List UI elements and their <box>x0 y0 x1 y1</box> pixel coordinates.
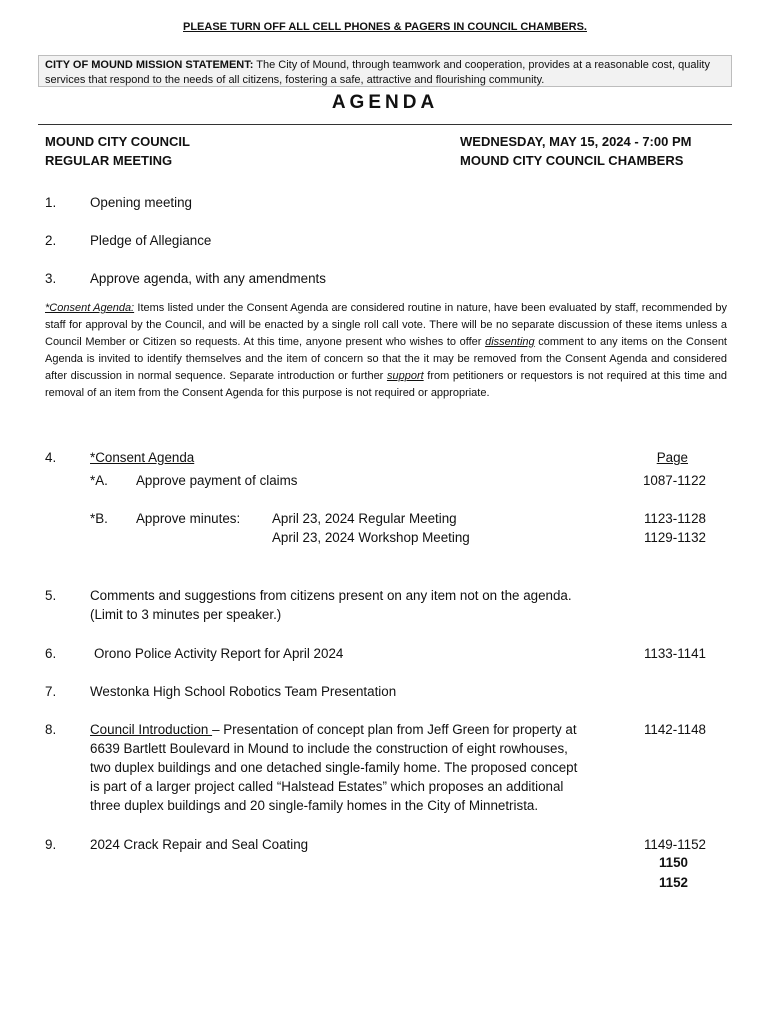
item-4a-text: Approve payment of claims <box>136 473 298 488</box>
item-2-number: 2. <box>45 233 57 248</box>
council-name: MOUND CITY COUNCIL <box>45 134 190 149</box>
meeting-type: REGULAR MEETING <box>45 153 173 168</box>
consent-note-word-dissenting: dissenting <box>485 336 535 348</box>
cell-phone-notice: PLEASE TURN OFF ALL CELL PHONES & PAGERS IN COUNCIL CHAMBERS. <box>183 21 587 33</box>
item-3-number: 3. <box>45 271 57 286</box>
item-5-text-line2: (Limit to 3 minutes per speaker.) <box>90 607 282 622</box>
consent-note-part1: Items listed under the Consent Agenda are considered routine in nature, have been evaluated by staff, recommended by staff for approval by the Council, and will be enacted by a single roll call vote. There will be no separate discussion of these items unless a Council Member or Citizen so requests. At this time, anyone present who wishes to offer <box>45 302 728 348</box>
item-2-text: Pledge of Allegiance <box>90 233 212 248</box>
item-4-number: 4. <box>45 450 57 465</box>
mission-text: The City of Mound, through teamwork and cooperation, provides at a reasonable cost, quality services that respond to the needs of all citizens, fostering a safe, attractive and flourishing community. <box>45 59 710 86</box>
agenda-title: AGENDA <box>331 92 439 113</box>
item-4-text: *Consent Agenda <box>90 450 195 465</box>
item-4b-page-1: 1123-1128 <box>643 511 706 526</box>
item-4a-number: *A. <box>90 473 108 488</box>
item-6-number: 6. <box>45 646 57 661</box>
consent-note-word-support: support <box>386 370 424 382</box>
item-4b-number: *B. <box>90 511 108 526</box>
item-8-lead: Council Introduction <box>90 722 213 737</box>
item-8-number: 8. <box>45 722 57 737</box>
item-3-text: Approve agenda, with any amendments <box>90 271 326 286</box>
item-4b-minutes-2: April 23, 2024 Workshop Meeting <box>272 530 470 545</box>
item-6-page: 1133-1141 <box>643 646 706 661</box>
item-7-text: Westonka High School Robotics Team Presentation <box>90 684 397 699</box>
item-9-text: 2024 Crack Repair and Seal Coating <box>90 837 309 852</box>
meeting-location: MOUND CITY COUNCIL CHAMBERS <box>460 153 684 168</box>
item-8-text-line1 <box>90 720 577 739</box>
item-8-text-line5: three duplex buildings and 20 single-family homes in the City of Minnetrista. <box>90 798 539 813</box>
item-1-number: 1. <box>45 195 57 210</box>
item-1-text: Opening meeting <box>90 195 192 210</box>
item-4b-minutes-1: April 23, 2024 Regular Meeting <box>272 511 457 526</box>
item-9-subpage-1: 1150 <box>658 855 688 870</box>
item-8-text-line3: two duplex buildings and one detached single-family home. The proposed concept <box>90 760 578 775</box>
item-9-number: 9. <box>45 837 57 852</box>
page-column-header: Page <box>656 450 688 465</box>
item-6-text: Orono Police Activity Report for April 2024 <box>94 646 344 661</box>
consent-agenda-note <box>45 300 727 402</box>
item-4b-label: Approve minutes: <box>136 511 241 526</box>
consent-note-lead: *Consent Agenda: <box>45 302 135 314</box>
item-8-line1: – Presentation of concept plan from Jeff Green for property at <box>212 722 577 737</box>
meeting-date: WEDNESDAY, MAY 15, 2024 - 7:00 PM <box>460 134 692 149</box>
mission-statement-box <box>38 55 732 87</box>
item-8-text-line2: 6639 Bartlett Boulevard in Mound to include the construction of eight rowhouses, <box>90 741 568 756</box>
item-4b-page-2: 1129-1132 <box>643 530 706 545</box>
item-5-text-line1: Comments and suggestions from citizens present on any item not on the agenda. <box>90 588 572 603</box>
item-4a-page: 1087-1122 <box>642 473 706 488</box>
mission-label: CITY OF MOUND MISSION STATEMENT: <box>45 59 254 71</box>
item-7-number: 7. <box>45 684 57 699</box>
item-8-text-line4: is part of a larger project called “Halstead Estates” which proposes an additional <box>90 779 564 794</box>
item-9-subpage-2: 1152 <box>658 875 688 890</box>
item-5-number: 5. <box>45 588 57 603</box>
header-divider <box>38 124 732 125</box>
item-8-page: 1142-1148 <box>643 722 706 737</box>
item-9-page: 1149-1152 <box>643 837 706 852</box>
consent-note-part3: from petitioners or requestors is not required at this time and removal of an item from the Consent Agenda for this purpose is not required or appropriate. <box>45 370 727 399</box>
consent-note-part2: comment to any items on the Consent Agenda is invited to identify themselves and the item of concern so that the it may be removed from the Consent Agenda and considered after discussion in normal sequence. Separate introduction or further <box>45 336 727 382</box>
